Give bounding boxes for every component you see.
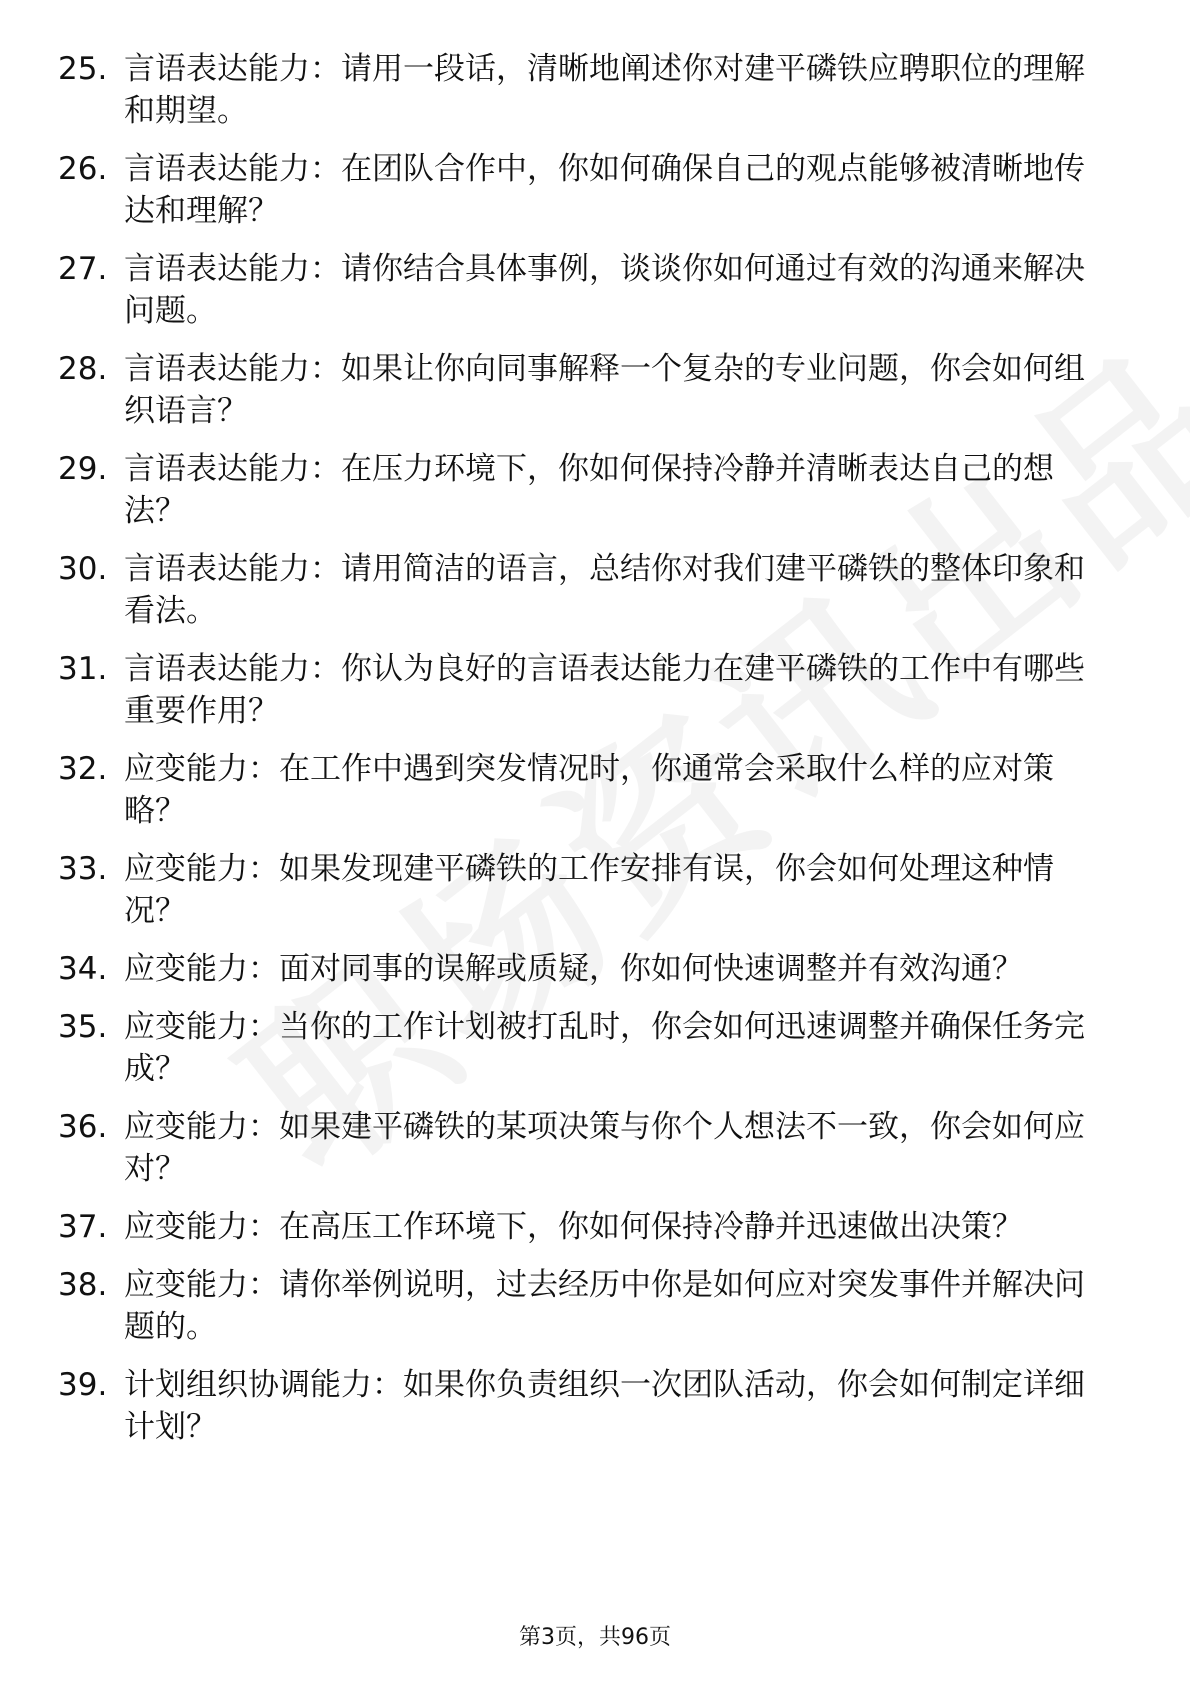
- question-text: 言语表达能力：请用一段话，清晰地阐述你对建平磷铁应聘职位的理解和期望。: [124, 51, 1085, 129]
- question-text: 应变能力：请你举例说明，过去经历中你是如何应对突发事件并解决问题的。: [124, 1267, 1085, 1345]
- question-item: [58, 748, 1108, 832]
- question-text: 言语表达能力：请你结合具体事例，谈谈你如何通过有效的沟通来解决问题。: [124, 251, 1085, 329]
- question-number: 30.: [58, 551, 108, 587]
- question-text: 言语表达能力：你认为良好的言语表达能力在建平磷铁的工作中有哪些重要作用？: [124, 651, 1085, 729]
- question-number: 28.: [58, 351, 108, 387]
- question-number: 27.: [58, 251, 108, 287]
- question-text: 应变能力：在高压工作环境下，你如何保持冷静并迅速做出决策？: [124, 1209, 1023, 1245]
- question-item: [58, 648, 1108, 732]
- question-text: 计划组织协调能力：如果你负责组织一次团队活动，你会如何制定详细计划？: [124, 1367, 1085, 1445]
- question-item: [58, 448, 1108, 532]
- question-number: 38.: [58, 1267, 108, 1303]
- question-number: 34.: [58, 951, 108, 987]
- question-number: 35.: [58, 1009, 108, 1045]
- question-item: [58, 148, 1108, 232]
- question-text: 应变能力：当你的工作计划被打乱时，你会如何迅速调整并确保任务完成？: [124, 1009, 1085, 1087]
- question-text: 应变能力：如果建平磷铁的某项决策与你个人想法不一致，你会如何应对？: [124, 1109, 1085, 1187]
- question-text: 言语表达能力：请用简洁的语言，总结你对我们建平磷铁的整体印象和看法。: [124, 551, 1085, 629]
- question-item: [58, 1364, 1108, 1448]
- question-number: 33.: [58, 851, 108, 887]
- question-number: 36.: [58, 1109, 108, 1145]
- question-number: 29.: [58, 451, 108, 487]
- question-item: [58, 948, 1108, 990]
- question-text: 言语表达能力：如果让你向同事解释一个复杂的专业问题，你会如何组织语言？: [124, 351, 1085, 429]
- question-text: 应变能力：面对同事的误解或质疑，你如何快速调整并有效沟通？: [124, 951, 1023, 987]
- question-item: [58, 348, 1108, 432]
- question-text: 言语表达能力：在压力环境下，你如何保持冷静并清晰表达自己的想法？: [124, 451, 1054, 529]
- question-list: [0, 48, 1190, 1464]
- question-item: [58, 1206, 1108, 1248]
- question-item: [58, 248, 1108, 332]
- page-footer: 第3页，共96页: [519, 1625, 671, 1650]
- question-number: 32.: [58, 751, 108, 787]
- question-item: [58, 1006, 1108, 1090]
- question-item: [58, 1106, 1108, 1190]
- question-item: [58, 48, 1108, 132]
- question-text: 应变能力：如果发现建平磷铁的工作安排有误，你会如何处理这种情况？: [124, 851, 1054, 929]
- question-text: 言语表达能力：在团队合作中，你如何确保自己的观点能够被清晰地传达和理解？: [124, 151, 1085, 229]
- question-number: 26.: [58, 151, 108, 187]
- question-number: 37.: [58, 1209, 108, 1245]
- question-number: 39.: [58, 1367, 108, 1403]
- question-text: 应变能力：在工作中遇到突发情况时，你通常会采取什么样的应对策略？: [124, 751, 1054, 829]
- question-item: [58, 548, 1108, 632]
- question-item: [58, 848, 1108, 932]
- question-number: 25.: [58, 51, 108, 87]
- question-number: 31.: [58, 651, 108, 687]
- question-item: [58, 1264, 1108, 1348]
